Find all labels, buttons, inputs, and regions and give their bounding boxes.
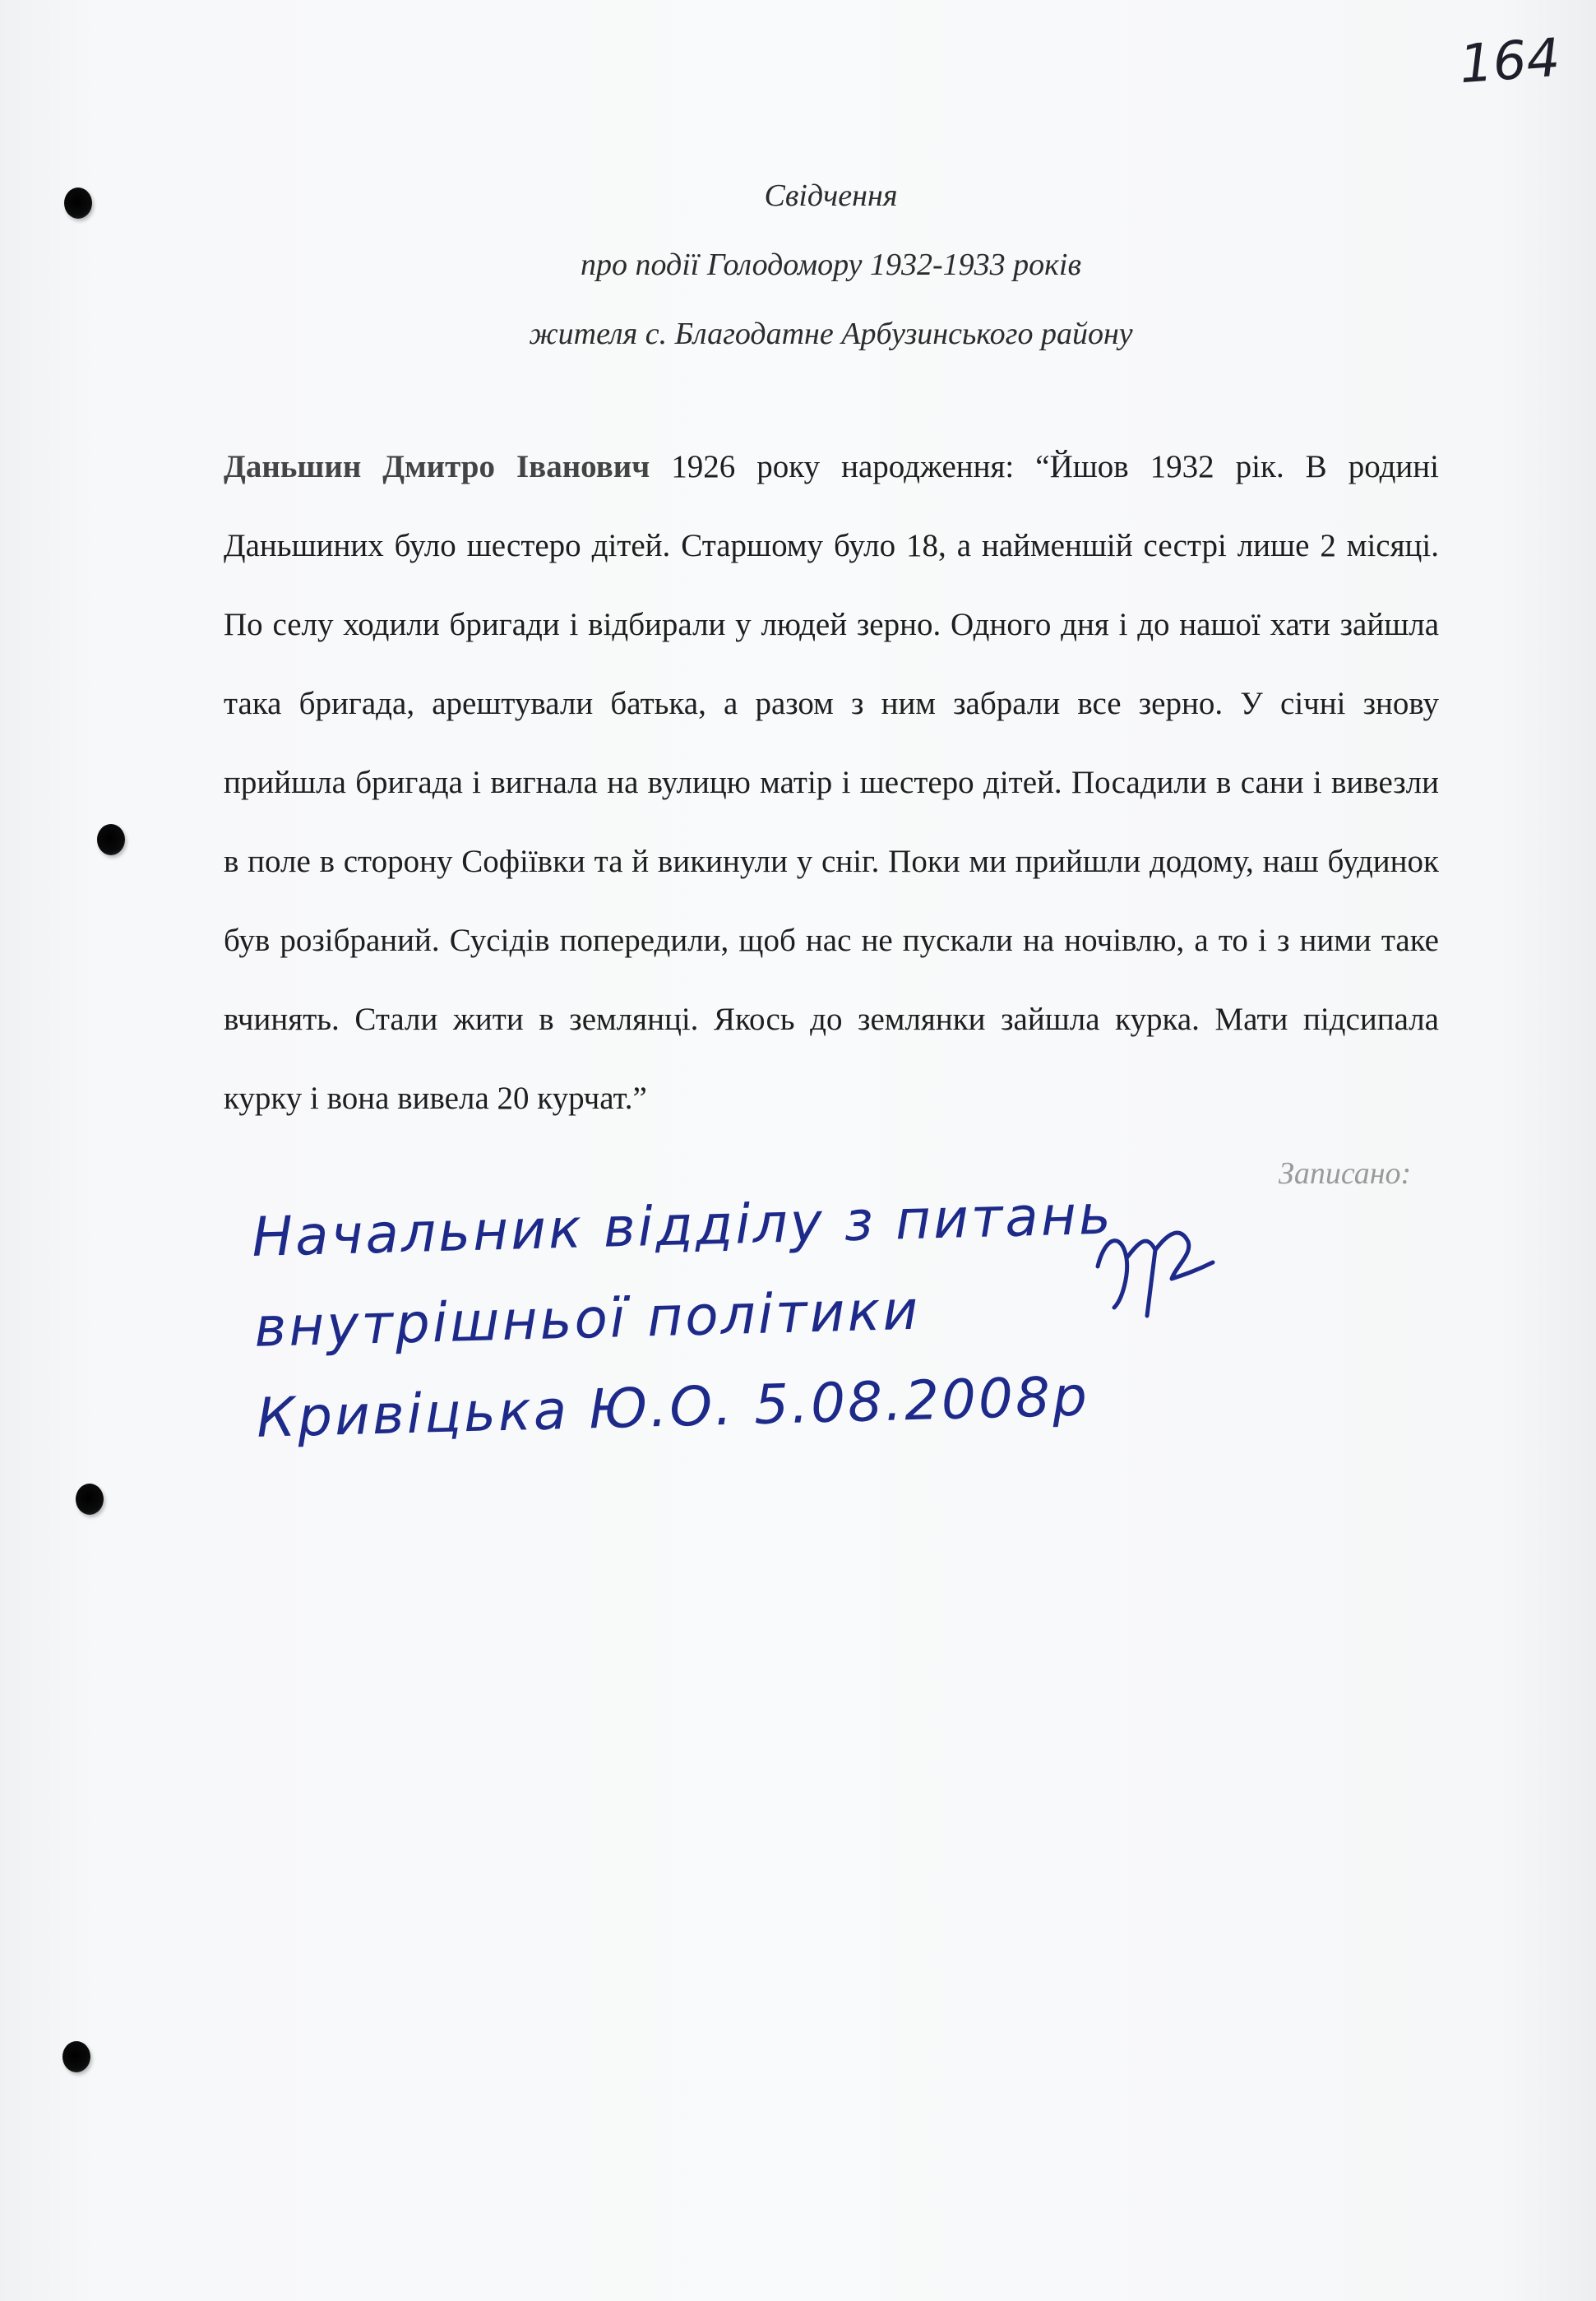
punch-hole [76,1484,104,1515]
signature [1089,1217,1221,1332]
recorded-by-label: Записано: [1279,1156,1412,1191]
document-subtitle: про події Голодомору 1932-1933 років [581,248,1081,282]
testimony-text [224,428,1439,1138]
testimony-body: 1926 року народження: “Йшов 1932 рік. В родині Даньшиних було шестеро дітей. Старшому було 18, а найменшій сестрі лише 2 місяці. По селу ходили бригади і відбирали у людей зерно. Одного дня і до нашої хати зайшла така бригада, арештували батька, а разом з ним забрали все зерно. У січні знову прийшла бригада і вигнала на вулицю матір і шестеро дітей. Посадили в сани і вивезли в поле в сторону Софіївки та й викинули у сніг. Поки ми прийшли додому, наш будинок був розібраний. Сусідів попередили, щоб нас не пускали на ночівлю, а то і з ними таке вчинять. Стали жити в землянці. Якось до землянки зайшла курка. Мати підсипала курку і вона вивела 20 курчат.” [224,449,1439,1116]
handwritten-line-name-date: Кривіцька Ю.О. 5.08.2008р [256,1364,1090,1450]
document-header [0,161,1596,368]
punch-hole [62,2041,90,2072]
handwritten-line-position: Начальник відділу з питань [251,1183,1114,1269]
handwritten-line-department: внутрішньої політики [253,1278,922,1359]
document-subtitle-location: жителя с. Благодатне Арбузинського району [529,317,1133,351]
page-number: 164 [1457,27,1562,96]
punch-hole [97,824,125,855]
witness-name: Даньшин Дмитро Іванович [224,449,650,484]
document-title: Свідчення [764,178,898,213]
